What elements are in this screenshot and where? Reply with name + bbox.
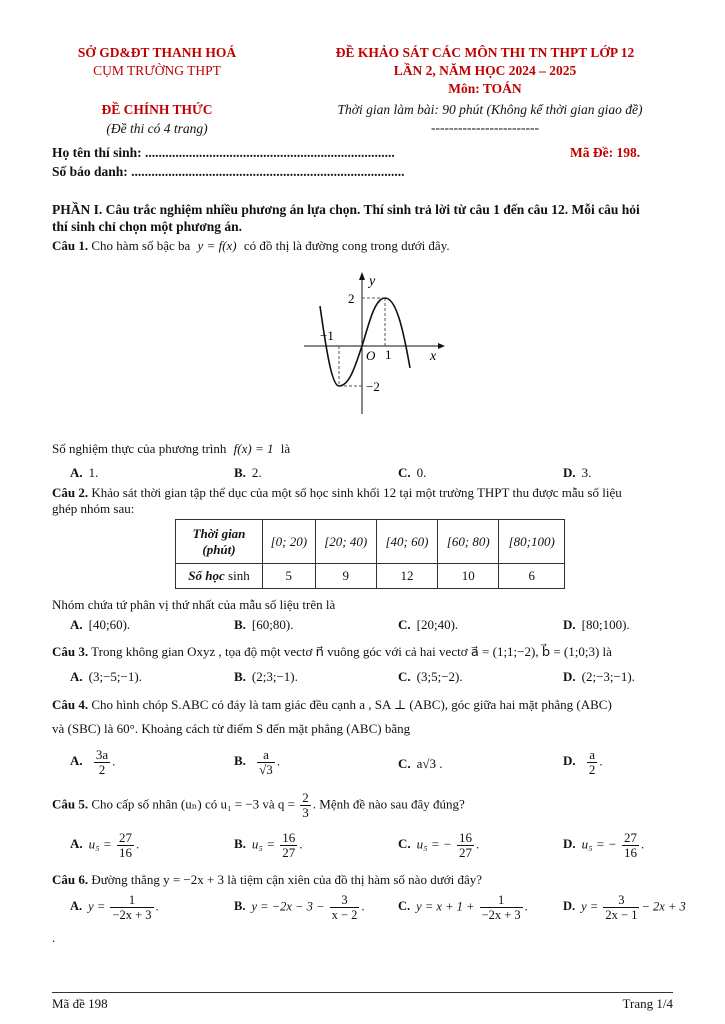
q1-option-a[interactable]: A. 1. xyxy=(70,465,99,480)
q1-text-a: Cho hàm số bậc ba xyxy=(91,238,191,253)
q4-text: Cho hình chóp S.ABC có đáy là tam giác đều cạnh a , SA ⊥ (ABC), góc giữa hai mặt phẳng (ABC) xyxy=(91,697,612,712)
q2-option-a[interactable]: A. [40;60). xyxy=(70,617,131,632)
q4-option-c[interactable]: C. a√3 . xyxy=(398,756,443,771)
q3-label: Câu 3. xyxy=(52,644,89,659)
table-cell: [80;100) xyxy=(499,520,565,564)
q5-stem xyxy=(52,791,465,820)
pages-note: (Đề thi có 4 trang) xyxy=(106,121,208,136)
table-cell: 5 xyxy=(263,564,316,589)
q3-stem xyxy=(52,644,612,660)
q2-text-2: ghép nhóm sau: xyxy=(52,501,135,516)
q4-text-2: và (SBC) là 60°. Khoảng cách từ điểm S đến mặt phẳng (ABC) bằng xyxy=(52,721,411,736)
table-cell: [0; 20) xyxy=(263,520,316,564)
candidate-number-field: Số báo danh: ................................................................................. xyxy=(52,164,405,179)
q5-option-c[interactable]: C. u₅ = − $\frac{16}{27}$ . xyxy=(398,830,480,860)
q1-prompt-b: là xyxy=(280,441,291,456)
table-cell: [20; 40) xyxy=(315,520,376,564)
q2-question: Nhóm chứa tứ phân vị thứ nhất của mẫu số liệu trên là xyxy=(52,597,336,612)
part1-title: PHẦN I. Câu trắc nghiệm nhiều phương án lựa chọn. Thí sinh trả lời từ câu 1 đến câu 12. Mỗi câu hỏi xyxy=(52,202,640,217)
table-cell: [60; 80) xyxy=(438,520,499,564)
exam-code: Mã Đề: 198. xyxy=(570,145,641,160)
q5-text-a: Cho cấp số nhân (uₙ) có u₁ = −3 và q = xyxy=(91,796,296,812)
q3-option-d[interactable]: D. (2;−3;−1). xyxy=(563,669,635,684)
q1-graph xyxy=(300,268,450,418)
table-cell: 12 xyxy=(376,564,437,589)
q5-option-d[interactable]: D. u₅ = − $\frac{27}{16}$ . xyxy=(563,830,645,860)
q5-ratio: $\frac{2}{3}$ xyxy=(302,790,309,820)
q1-prompt-a: Số nghiệm thực của phương trình xyxy=(52,441,227,456)
q5-text-b: . Mệnh đề nào sau đây đúng? xyxy=(312,796,465,812)
q1-stem xyxy=(52,238,450,254)
q6-label: Câu 6. xyxy=(52,872,89,887)
stray-dot: . xyxy=(52,930,56,945)
header-dashes: ------------------------ xyxy=(431,120,539,135)
dept-name: SỞ GD&ĐT THANH HOÁ xyxy=(77,45,237,60)
q3-option-a[interactable]: A. (3;−5;−1). xyxy=(70,669,142,684)
q5-option-a[interactable]: A. u₅ = $\frac{27}{16}$ . xyxy=(70,830,140,860)
footer-page-number: Trang 1/4 xyxy=(622,996,673,1011)
footer-exam-code: Mã đề 198 xyxy=(52,996,108,1011)
q2-label: Câu 2. xyxy=(52,485,89,500)
q6-text: Đường thẳng y = −2x + 3 là tiệm cận xiên của đồ thị hàm số nào dưới đây? xyxy=(91,872,483,887)
q5-option-b[interactable]: B. u₅ = $\frac{16}{27}$ . xyxy=(234,830,303,860)
q4-option-a[interactable]: A. $\frac{3a}{2}$ . xyxy=(70,747,116,777)
x-axis-arrow-icon xyxy=(438,343,445,349)
table-row xyxy=(176,564,565,589)
q3-option-c[interactable]: C. (3;5;−2). xyxy=(398,669,463,684)
q1-equation: f(x) = 1 xyxy=(233,441,274,456)
q2-option-b[interactable]: B. [60;80). xyxy=(234,617,294,632)
q2-stem xyxy=(52,485,622,501)
table-header-time: Thời gian (phút) xyxy=(176,520,263,564)
q1-label: Câu 1. xyxy=(52,238,89,253)
q1-option-b[interactable]: B. 2. xyxy=(234,465,262,480)
footer-divider xyxy=(52,992,673,993)
q1-option-d[interactable]: D. 3. xyxy=(563,465,592,480)
q6-option-c[interactable]: C. y = x + 1 + $\frac{1}{-2x + 3}$ . xyxy=(398,893,528,922)
time-note: Thời gian làm bài: 90 phút (Không kể thời gian giao đề) xyxy=(337,102,643,117)
q1-prompt xyxy=(52,441,290,457)
tick-x-1: 1 xyxy=(385,347,392,362)
q5-label: Câu 5. xyxy=(52,796,89,812)
table-cell: 9 xyxy=(315,564,376,589)
q2-frequency-table xyxy=(175,519,565,589)
y-axis-arrow-icon xyxy=(359,272,365,280)
exam-subject: Môn: TOÁN xyxy=(448,81,522,96)
q1-text-b: có đồ thị là đường cong trong dưới đây. xyxy=(243,238,450,253)
part1-title-2: thí sinh chỉ chọn một phương án. xyxy=(52,219,243,234)
q2-text: Khảo sát thời gian tập thể dục của một số học sinh khối 12 tại một trường THPT thu được mẫu số liệu xyxy=(91,485,622,500)
q4-stem xyxy=(52,697,612,713)
q2-option-c[interactable]: C. [20;40). xyxy=(398,617,459,632)
q6-option-b[interactable]: B. y = −2x − 3 − $\frac{3}{x - 2}$ . xyxy=(234,893,365,922)
q3-option-b[interactable]: B. (2;3;−1). xyxy=(234,669,298,684)
exam-round: LẦN 2, NĂM HỌC 2024 – 2025 xyxy=(393,63,577,78)
student-name-field: Họ tên thí sinh: .......................................................................... xyxy=(52,145,395,160)
q4-option-b[interactable]: B. $\frac{a}{√3}$ . xyxy=(234,747,281,777)
y-label: y xyxy=(369,274,376,289)
table-cell: 6 xyxy=(499,564,565,589)
exam-title: ĐỀ KHẢO SÁT CÁC MÔN THI TN THPT LỚP 12 xyxy=(335,45,635,60)
tick-y-neg2: −2 xyxy=(366,379,380,394)
table-cell: 10 xyxy=(438,564,499,589)
q4-label: Câu 4. xyxy=(52,697,89,712)
q1-option-c[interactable]: C. 0. xyxy=(398,465,427,480)
q3-text: Trong không gian Oxyz , tọa độ một vectơ n⃗ vuông góc với cả hai vectơ a⃗ = (1;1;−2), b⃗ = (1;0;3) là xyxy=(91,644,612,659)
tick-x-neg1: −1 xyxy=(320,328,334,343)
table-cell: [40; 60) xyxy=(376,520,437,564)
q6-stem xyxy=(52,872,482,888)
q1-func: y = f(x) xyxy=(197,238,237,253)
q2-option-d[interactable]: D. [80;100). xyxy=(563,617,630,632)
q4-option-d[interactable]: D. $\frac{a}{2}$ . xyxy=(563,747,603,777)
q6-option-a[interactable]: A. y = $\frac{1}{-2x + 3}$ . xyxy=(70,893,159,922)
table-header-count: Số học sinh xyxy=(176,564,263,589)
tick-y-2: 2 xyxy=(348,291,355,306)
x-label: x xyxy=(430,349,437,364)
origin-label: O xyxy=(366,348,376,363)
official-label: ĐỀ CHÍNH THỨC xyxy=(101,102,213,117)
q6-option-d[interactable]: D. y = $\frac{3}{2x - 1}$ − 2x + 3 xyxy=(563,893,686,922)
school-cluster: CỤM TRƯỜNG THPT xyxy=(93,63,221,78)
table-row xyxy=(176,520,565,564)
